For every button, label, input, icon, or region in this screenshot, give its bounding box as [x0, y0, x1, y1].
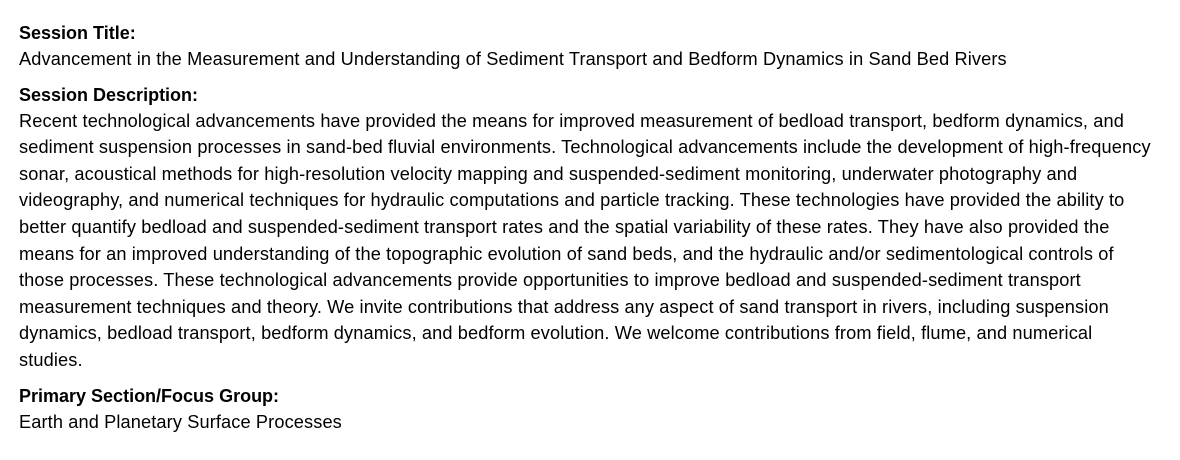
session-description-value: Recent technological advancements have provided the means for improved measurement of bedload transport, bedform dynamics, and sediment suspension processes in sand-bed fluvial environments. Technological advancements include the development of high-frequency sonar, acoustical methods for high-resolution velocity mapping and suspended-sediment monitoring, underwater photography and videography, and numerical techniques for hydraulic computations and particle tracking. These technologies have provided the ability to better quantify bedload and suspended-sediment transport rates and the spatial variability of these rates. They have also provided the means for an improved understanding of the topographic evolution of sand beds, and the hydraulic and/or sedimentological controls of those processes. These technological advancements provide opportunities to improve bedload and suspended-sediment transport measurement techniques and theory. We invite contributions that address any aspect of sand transport in rivers, including suspension dynamics, bedload transport, bedform dynamics, and bedform evolution. We welcome contributions from field, flume, and numerical studies.: [19, 110, 1151, 370]
session-description-label: Session Description:: [19, 84, 199, 105]
session-description-section: [19, 82, 1161, 374]
session-title-value: Advancement in the Measurement and Understanding of Sediment Transport and Bedform Dynamics in Sand Bed Rivers: [19, 49, 1007, 69]
primary-section-value: Earth and Planetary Surface Processes: [19, 411, 342, 432]
session-title-label: Session Title:: [19, 23, 136, 43]
primary-section-section: [19, 383, 1161, 436]
primary-section-label: Primary Section/Focus Group:: [19, 385, 280, 406]
session-title-section: [19, 20, 1161, 73]
